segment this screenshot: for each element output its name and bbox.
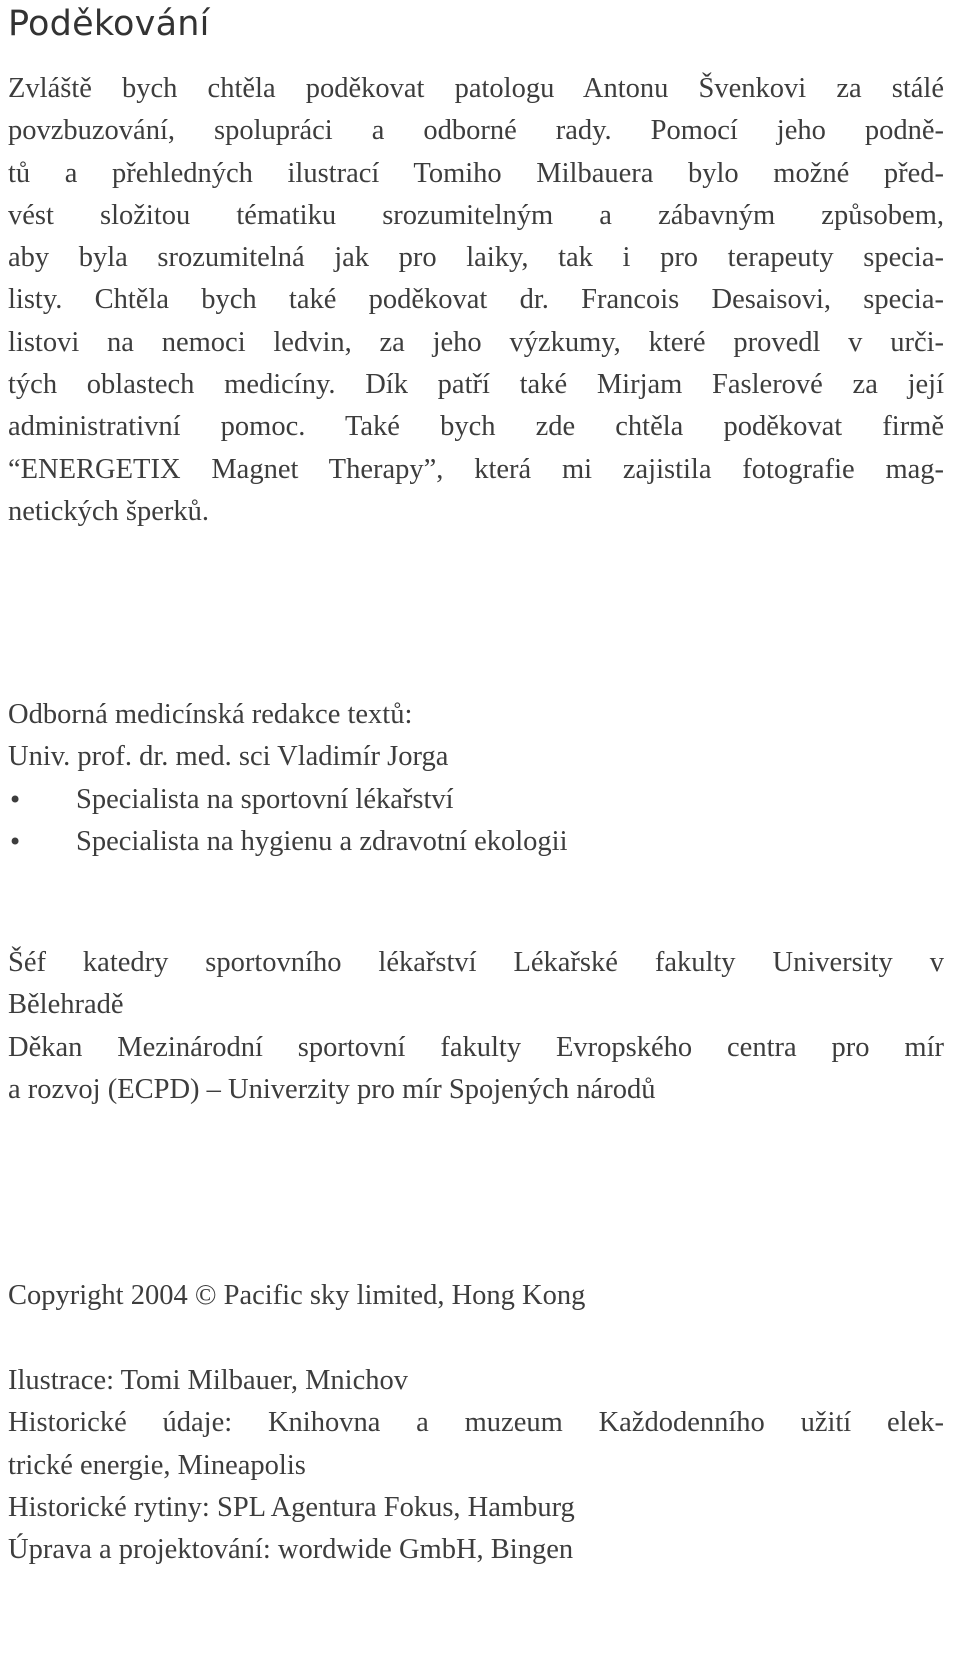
positions-section: [8, 942, 948, 1111]
paragraph-line: Zvláště bych chtěla poděkovat patologu Antonu Švenkovi za stálé: [8, 73, 944, 104]
specialization-text: Specialista na sportovní lékařství: [76, 783, 454, 815]
paragraph-line: netických šperků.: [8, 495, 210, 527]
credits-section: [8, 1360, 948, 1571]
position-line: Děkan Mezinárodní sportovní fakulty Evropského centra pro mír: [8, 1031, 944, 1063]
bullet-icon: •: [8, 785, 23, 814]
paragraph-line: listovi na nemoci ledvin, za jeho výzkumy, které provedl v urči-: [8, 326, 944, 358]
paragraph-line: listy. Chtěla bych také poděkovat dr. Francois Desaisovi, specia-: [8, 284, 944, 316]
paragraph-line: tů a přehledných ilustrací Tomiho Milbauera bylo možné před-: [8, 157, 944, 189]
document-page: [8, 0, 948, 1566]
credit-line: Ilustrace: Tomi Milbauer, Mnichov: [8, 1365, 409, 1396]
paragraph-line: povzbuzování, spolupráci a odborné rady. Pomocí jeho podně-: [8, 115, 944, 147]
copyright-text: Copyright 2004 © Pacific sky limited, Hong Kong: [8, 1280, 586, 1311]
editor-heading: Odborná medicínská redakce textů:: [8, 699, 413, 730]
specialization-item: [8, 779, 948, 821]
bullet-icon: •: [8, 827, 23, 856]
position-line: Šéf katedry sportovního lékařství Lékařské fakulty University v: [8, 947, 944, 978]
editor-name: Univ. prof. dr. med. sci Vladimír Jorga: [8, 741, 449, 773]
editor-section: [8, 694, 948, 863]
position-line: a rozvoj (ECPD) – Univerzity pro mír Spojených národů: [8, 1073, 656, 1105]
credit-line: trické energie, Mineapolis: [8, 1449, 306, 1481]
specialization-text: Specialista na hygienu a zdravotní ekologii: [76, 825, 568, 857]
credit-line: Úprava a projektování: wordwide GmbH, Bingen: [8, 1534, 574, 1566]
credit-line: Historické údaje: Knihovna a muzeum Každodenního užití elek-: [8, 1407, 944, 1439]
paragraph-line: tých oblastech medicíny. Dík patří také Mirjam Faslerové za její: [8, 369, 944, 401]
page-title: Poděkování: [8, 4, 210, 44]
position-line: Bělehradě: [8, 989, 124, 1021]
paragraph-line: “ENERGETIX Magnet Therapy”, která mi zajistila fotografie mag-: [8, 453, 944, 485]
specialization-item: [8, 821, 948, 863]
copyright-notice: [8, 1275, 948, 1317]
paragraph-line: aby byla srozumitelná jak pro laiky, tak i pro terapeuty specia-: [8, 242, 944, 274]
paragraph-line: administrativní pomoc. Také bych zde chtěla poděkovat firmě: [8, 411, 944, 443]
acknowledgements-paragraph: [8, 68, 948, 533]
credit-line: Historické rytiny: SPL Agentura Fokus, Hamburg: [8, 1491, 575, 1523]
paragraph-line: vést složitou tématiku srozumitelným a zábavným způsobem,: [8, 199, 944, 231]
